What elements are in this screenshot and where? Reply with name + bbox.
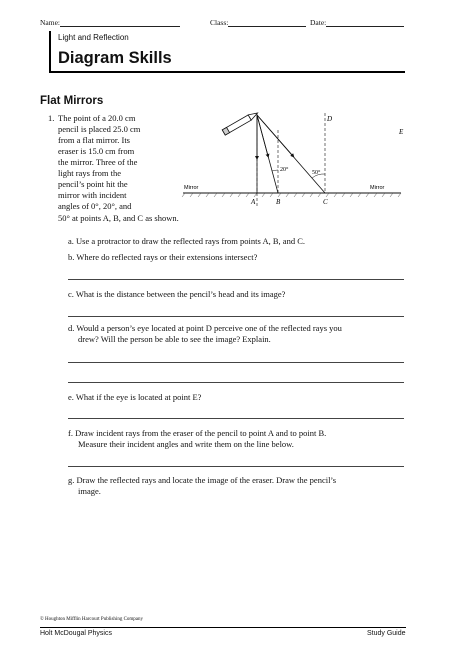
part-a-text: a. Use a protractor to draw the reflected rays from points A, B, and C. [68, 236, 305, 246]
part-g-text: g. Draw the reflected rays and locate the image of the eraser. Draw the pencil’s [68, 475, 337, 485]
question-line: eraser is 15.0 cm from [58, 146, 135, 156]
name-label: Name: [40, 18, 60, 27]
part-d-text: d. Would a person’s eye located at point D perceive one of the reflected rays you [68, 323, 342, 333]
question-line: angles of 0°, 20°, and [58, 201, 132, 211]
question-line: The point of a 20.0 cm [58, 113, 136, 123]
answer-line[interactable] [68, 279, 404, 280]
class-label: Class: [210, 18, 229, 27]
banner-subtitle: Light and Reflection [58, 33, 129, 42]
point-b-label: B [276, 198, 281, 206]
point-c-label: C [323, 198, 328, 206]
question-line: from a flat mirror. Its [58, 135, 130, 145]
class-blank[interactable] [228, 18, 306, 27]
question-line: pencil is placed 25.0 cm [58, 124, 141, 134]
mirror-hatching [182, 193, 401, 197]
part-f-text: f. Draw incident rays from the eraser of the pencil to point A and to point B. [68, 428, 327, 438]
angle-50-label: 50° [312, 170, 321, 176]
point-d-label: D [327, 115, 333, 123]
copyright-text: © Houghton Mifflin Harcourt Publishing Company [40, 617, 144, 622]
part-g-text-cont: image. [78, 486, 101, 496]
part-f-text-cont: Measure their incident angles and write them on the line below. [78, 439, 294, 449]
page-title: Diagram Skills [58, 49, 172, 67]
question-line: mirror with incident [58, 190, 127, 200]
mirror-left-label: Mirror [184, 185, 199, 191]
date-label: Date: [310, 18, 327, 27]
point-e-label: E [399, 128, 404, 136]
question-line: 50° at points A, B, and C as shown. [58, 213, 179, 223]
part-e-text: e. What if the eye is located at point E? [68, 392, 202, 402]
answer-line[interactable] [68, 362, 404, 363]
answer-line[interactable] [68, 382, 404, 383]
name-blank[interactable] [60, 18, 180, 27]
question-line: the mirror. Three of the [58, 157, 138, 167]
footer-left: Holt McDougal Physics [40, 630, 112, 637]
footer-rule [40, 627, 406, 628]
date-blank[interactable] [326, 18, 404, 27]
name-field[interactable] [40, 18, 180, 27]
banner-rule [49, 71, 405, 73]
section-title: Flat Mirrors [40, 95, 104, 107]
banner-vertical-bar [49, 31, 51, 72]
date-field[interactable] [310, 18, 404, 27]
part-c-text: c. What is the distance between the pencil’s head and its image? [68, 289, 286, 299]
question-line: pencil’s point hit the [58, 179, 128, 189]
question-number: 1. [48, 113, 55, 123]
mirror-right-label: Mirror [370, 185, 385, 191]
angle-20-label: 20° [280, 167, 289, 173]
question-line: light rays from the [58, 168, 122, 178]
answer-line[interactable] [68, 316, 404, 317]
part-b-text: b. Where do reflected rays or their extensions intersect? [68, 252, 258, 262]
part-d-text-cont: drew? Will the person be able to see the image? Explain. [78, 334, 271, 344]
class-field[interactable] [210, 18, 306, 27]
mirror-diagram [175, 108, 415, 208]
pencil [222, 110, 259, 135]
answer-line[interactable] [68, 466, 404, 467]
footer-right: Study Guide [367, 630, 406, 637]
answer-line[interactable] [68, 418, 404, 419]
point-a-label: A [251, 198, 256, 206]
